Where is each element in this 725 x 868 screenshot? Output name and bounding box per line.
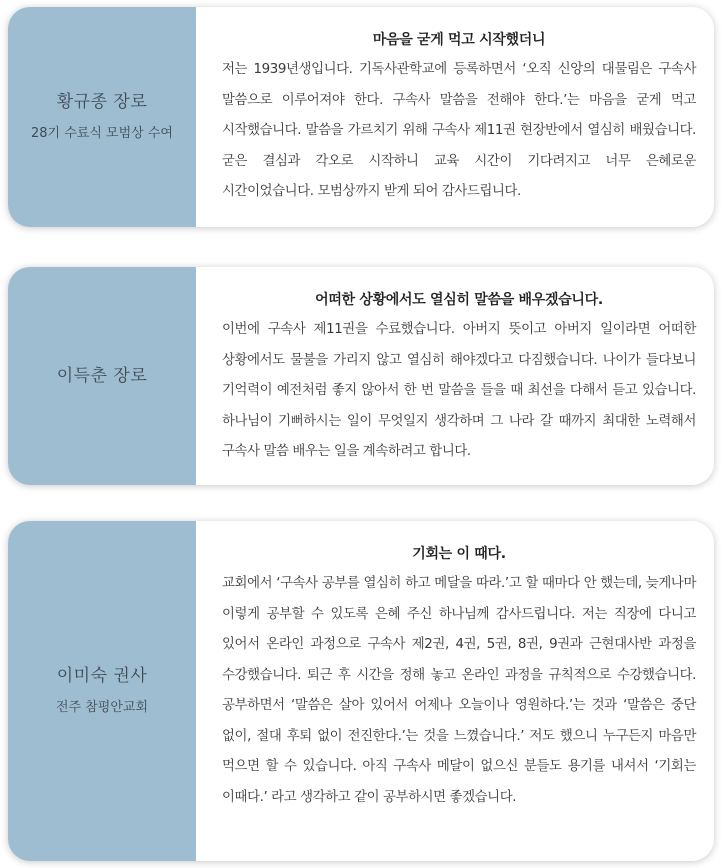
testimonial-card [8,7,714,227]
speaker-subtitle: 전주 참평안교회 [55,700,149,715]
testimonial-body: 저는 1939년생입니다. 기독사관학교에 등록하면서 ‘오직 신앙의 대물림은 구속사 말씀으로 이루어져야 한다. 구속사 말씀을 전해야 한다.’는 마음을 굳게 먹고 시작했습니다. 말씀을 가르치기 위해 구속사 제11권 현장반에서 열심히 배웠습니다. 굳은 결심과 각오로 시작하니 교육 시간이 기다려지고 너무 은혜로운 시간이었습니다. 모범상까지 받게 되어 감사드립니다. [222,62,696,199]
speaker-panel [8,267,196,485]
testimonial-title: 어떠한 상황에서도 열심히 말씀을 배우겠습니다. [315,292,603,308]
testimonial-title: 기회는 이 때다. [412,546,506,562]
speaker-panel [8,521,196,861]
testimonial-body: 교회에서 ‘구속사 공부를 열심히 하고 메달을 따라.’고 할 때마다 안 했는데, 늦게나마 이렇게 공부할 수 있도록 은혜 주신 하나님께 감사드립니다. 저는 직장에 다니고 있어서 온라인 과정으로 구속사 제2권, 4권, 5권, 8권, 9권과 근현대사반 과정을 수강했습니다. 퇴근 후 시간을 정해 놓고 온라인 과정을 규칙적으로 수강했습니다. 공부하면서 ‘말씀은 살아 있어서 어제나 오늘이나 영원하다.’는 것과 ‘말씀은 중단 없이, 절대 후퇴 없이 전진한다.’는 것을 느꼈습니다.’ 저도 했으니 누구든지 마음만 먹으면 할 수 있습니다. 아직 구속사 메달이 없으신 분들도 용기를 내셔서 ‘기회는 이때다.’ 라고 생각하고 같이 공부하시면 좋겠습니다. [222,576,696,805]
testimonial-content [196,7,714,227]
speaker-name: 이미숙 권사 [56,666,148,686]
speaker-name: 이득춘 장로 [56,365,148,386]
speaker-name: 황규종 장로 [56,92,148,112]
testimonial-card [8,521,714,861]
speaker-subtitle: 28기 수료식 모범상 수여 [31,126,173,141]
testimonial-content [196,521,714,861]
testimonial-content [196,267,714,485]
speaker-panel [8,7,196,227]
testimonial-title: 마음을 굳게 먹고 시작했더니 [372,32,546,48]
testimonial-card [8,267,714,485]
testimonial-body: 이번에 구속사 제11권을 수료했습니다. 아버지 뜻이고 아버지 일이라면 어떠한 상황에서도 물불을 가리지 않고 열심히 해야겠다고 다짐했습니다. 나이가 들다보니 기억력이 예전처럼 좋지 않아서 한 번 말씀을 들을 때 최선을 다해서 듣고 있습니다. 하나님이 기뻐하시는 일이 무엇일지 생각하며 그 나라 갈 때까지 최대한 노력해서 구속사 말씀 배우는 일을 계속하려고 합니다. [222,322,696,459]
